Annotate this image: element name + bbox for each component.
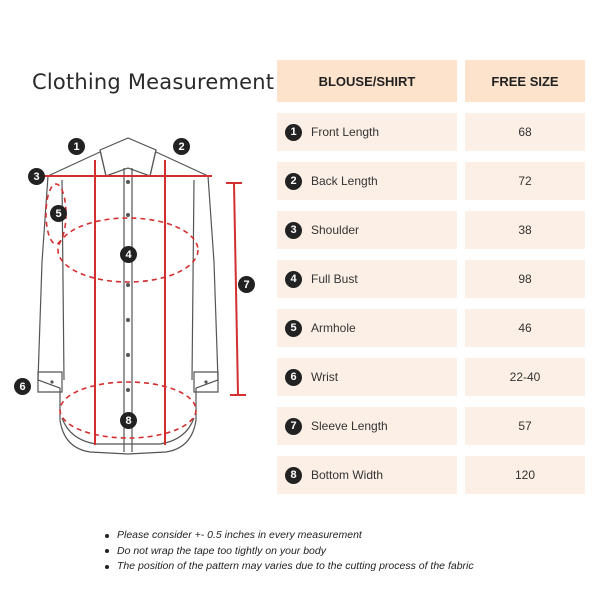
- note-text: Please consider +- 0.5 inches in every measurement: [117, 529, 362, 541]
- table-row-label: [277, 113, 457, 151]
- table-row-label: [277, 407, 457, 445]
- table-row-label: [277, 211, 457, 249]
- row-label-text: Sleeve Length: [311, 419, 388, 433]
- row-label-text: Wrist: [311, 370, 339, 384]
- table-header-size: FREE SIZE: [465, 60, 585, 102]
- table-row-label: [277, 456, 457, 494]
- note-item: [105, 528, 474, 544]
- measurement-lines: [36, 160, 246, 445]
- table-row-value: 98: [465, 260, 585, 298]
- table-row-value: 38: [465, 211, 585, 249]
- page-title: Clothing Measurement: [32, 70, 275, 94]
- shirt-outline: [38, 138, 218, 454]
- table-row-value: 120: [465, 456, 585, 494]
- marker-4: 4: [120, 246, 137, 263]
- table-row-value: 68: [465, 113, 585, 151]
- row-label-text: Front Length: [311, 125, 380, 139]
- row-number-badge: 8: [285, 467, 302, 484]
- bullet-icon: [105, 565, 109, 569]
- marker-8: 8: [120, 412, 137, 429]
- table-row-label: [277, 260, 457, 298]
- row-label-text: Bottom Width: [311, 468, 384, 482]
- row-label-text: Armhole: [311, 321, 356, 335]
- table-row-label: [277, 309, 457, 347]
- table-row-value: 46: [465, 309, 585, 347]
- marker-1: 1: [68, 138, 85, 155]
- marker-7: 7: [238, 276, 255, 293]
- table-row-label: [277, 162, 457, 200]
- marker-6: 6: [14, 378, 31, 395]
- bullet-icon: [105, 549, 109, 553]
- table-row-label: [277, 358, 457, 396]
- marker-5: 5: [50, 205, 67, 222]
- row-number-badge: 6: [285, 369, 302, 386]
- row-label-text: Full Bust: [311, 272, 358, 286]
- row-number-badge: 3: [285, 222, 302, 239]
- note-text: Do not wrap the tape too tightly on your body: [117, 544, 326, 557]
- table-row-value: 72: [465, 162, 585, 200]
- marker-3: 3: [28, 168, 45, 185]
- table-row-value: 57: [465, 407, 585, 445]
- row-number-badge: 4: [285, 271, 302, 288]
- table-row-value: 22-40: [465, 358, 585, 396]
- row-label-text: Shoulder: [311, 223, 360, 237]
- row-number-badge: 7: [285, 418, 302, 435]
- table-header-garment: BLOUSE/SHIRT: [277, 60, 457, 102]
- marker-2: 2: [173, 138, 190, 155]
- bullet-icon: [105, 534, 109, 538]
- row-number-badge: 2: [285, 173, 302, 190]
- row-number-badge: 5: [285, 320, 302, 337]
- measurement-dashed: [46, 184, 198, 438]
- notes-list: [105, 528, 474, 575]
- note-item: [105, 559, 474, 575]
- row-label-text: Back Length: [311, 174, 378, 188]
- note-item: [105, 544, 474, 560]
- row-number-badge: 1: [285, 124, 302, 141]
- note-text: The position of the pattern may varies due to the cutting process of the fabric: [117, 560, 474, 572]
- shirt-buttons: [50, 180, 207, 392]
